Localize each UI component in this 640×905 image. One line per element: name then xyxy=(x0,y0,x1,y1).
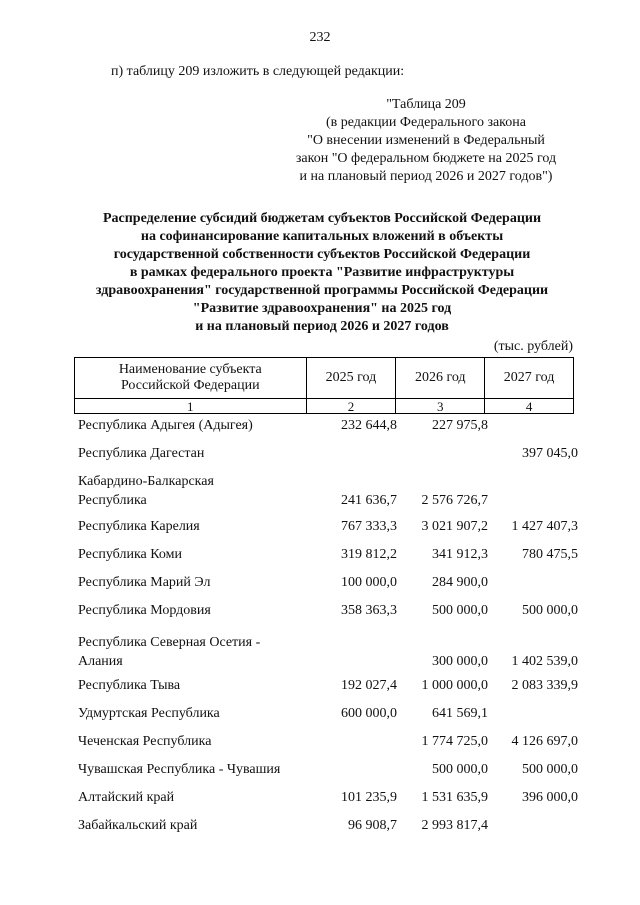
reference-line: "О внесении изменений в Федеральный xyxy=(307,133,545,148)
reference-line: "Таблица 209 xyxy=(386,97,466,112)
value-2025: 101 235,9 xyxy=(341,790,397,805)
value-2027: 396 000,0 xyxy=(522,790,578,805)
value-2027: 1 402 539,0 xyxy=(511,654,578,669)
column-number: 4 xyxy=(485,399,574,414)
header-region: Наименование субъекта Российской Федерации xyxy=(75,358,307,399)
region-name: Республика Мордовия xyxy=(78,603,211,618)
table-reference xyxy=(276,96,576,186)
value-2025: 96 908,7 xyxy=(348,818,397,833)
region-name: Удмуртская Республика xyxy=(78,706,220,721)
region-name: Забайкальский край xyxy=(78,818,198,833)
value-2027: 500 000,0 xyxy=(522,603,578,618)
page-number: 232 xyxy=(309,30,331,45)
header-2025: 2025 год xyxy=(306,358,396,399)
value-2026: 284 900,0 xyxy=(432,575,488,590)
region-name: Кабардино-Балкарская Республика xyxy=(78,474,214,508)
value-2025: 232 644,8 xyxy=(341,418,397,433)
title-line: в рамках федерального проекта "Развитие инфраструктуры xyxy=(129,265,515,280)
value-2027: 500 000,0 xyxy=(522,762,578,777)
unit-label: (тыс. рублей) xyxy=(493,339,573,354)
reference-line: (в редакции Федерального закона xyxy=(326,115,526,130)
value-2026: 2 576 726,7 xyxy=(421,493,488,508)
column-number: 3 xyxy=(396,399,485,414)
value-2025: 100 000,0 xyxy=(341,575,397,590)
value-2027: 780 475,5 xyxy=(522,547,578,562)
region-name: Республика Дагестан xyxy=(78,446,205,461)
region-name: Чеченская Республика xyxy=(78,734,212,749)
value-2027: 1 427 407,3 xyxy=(511,519,578,534)
value-2025: 767 333,3 xyxy=(341,519,397,534)
value-2026: 641 569,1 xyxy=(432,706,488,721)
region-name: Республика Карелия xyxy=(78,519,200,534)
title-line: и на плановый период 2026 и 2027 годов xyxy=(195,319,449,334)
region-name: Алтайский край xyxy=(78,790,175,805)
title-line: здравоохранения" государственной программы Российской Федерации xyxy=(95,283,549,298)
value-2026: 1 531 635,9 xyxy=(421,790,488,805)
title-line: "Развитие здравоохранения" на 2025 год xyxy=(192,301,452,316)
value-2025: 192 027,4 xyxy=(341,678,397,693)
value-2027: 2 083 339,9 xyxy=(511,678,578,693)
column-number: 1 xyxy=(75,399,307,414)
value-2025: 600 000,0 xyxy=(341,706,397,721)
value-2025: 319 812,2 xyxy=(341,547,397,562)
region-name: Республика Коми xyxy=(78,547,182,562)
title-line: Распределение субсидий бюджетам субъектов Российской Федерации xyxy=(102,211,542,226)
value-2026: 3 021 907,2 xyxy=(421,519,488,534)
value-2025: 358 363,3 xyxy=(341,603,397,618)
value-2027: 4 126 697,0 xyxy=(511,734,578,749)
header-2027: 2027 год xyxy=(485,358,574,399)
value-2026: 341 912,3 xyxy=(432,547,488,562)
region-name: Республика Тыва xyxy=(78,678,181,693)
table-header xyxy=(74,357,574,414)
intro-text: п) таблицу 209 изложить в следующей редакции: xyxy=(111,64,405,79)
region-name: Чувашская Республика - Чувашия xyxy=(78,762,281,777)
column-number: 2 xyxy=(306,399,396,414)
value-2026: 1 000 000,0 xyxy=(421,678,488,693)
value-2026: 500 000,0 xyxy=(432,762,488,777)
region-name: Республика Северная Осетия - Алания xyxy=(78,635,261,669)
value-2026: 1 774 725,0 xyxy=(421,734,488,749)
document-title xyxy=(62,210,582,336)
value-2026: 2 993 817,4 xyxy=(421,818,488,833)
reference-line: и на плановый период 2026 и 2027 годов") xyxy=(299,169,553,184)
header-2026: 2026 год xyxy=(396,358,485,399)
value-2026: 227 975,8 xyxy=(432,418,488,433)
region-name: Республика Марий Эл xyxy=(78,575,211,590)
title-line: на софинансирование капитальных вложений в объекты xyxy=(140,229,504,244)
region-name: Республика Адыгея (Адыгея) xyxy=(78,418,253,433)
reference-line: закон "О федеральном бюджете на 2025 год xyxy=(295,151,557,166)
title-line: государственной собственности субъектов Российской Федерации xyxy=(113,247,531,262)
value-2026: 500 000,0 xyxy=(432,603,488,618)
value-2026: 300 000,0 xyxy=(432,654,488,669)
value-2027: 397 045,0 xyxy=(522,446,578,461)
value-2025: 241 636,7 xyxy=(341,493,397,508)
